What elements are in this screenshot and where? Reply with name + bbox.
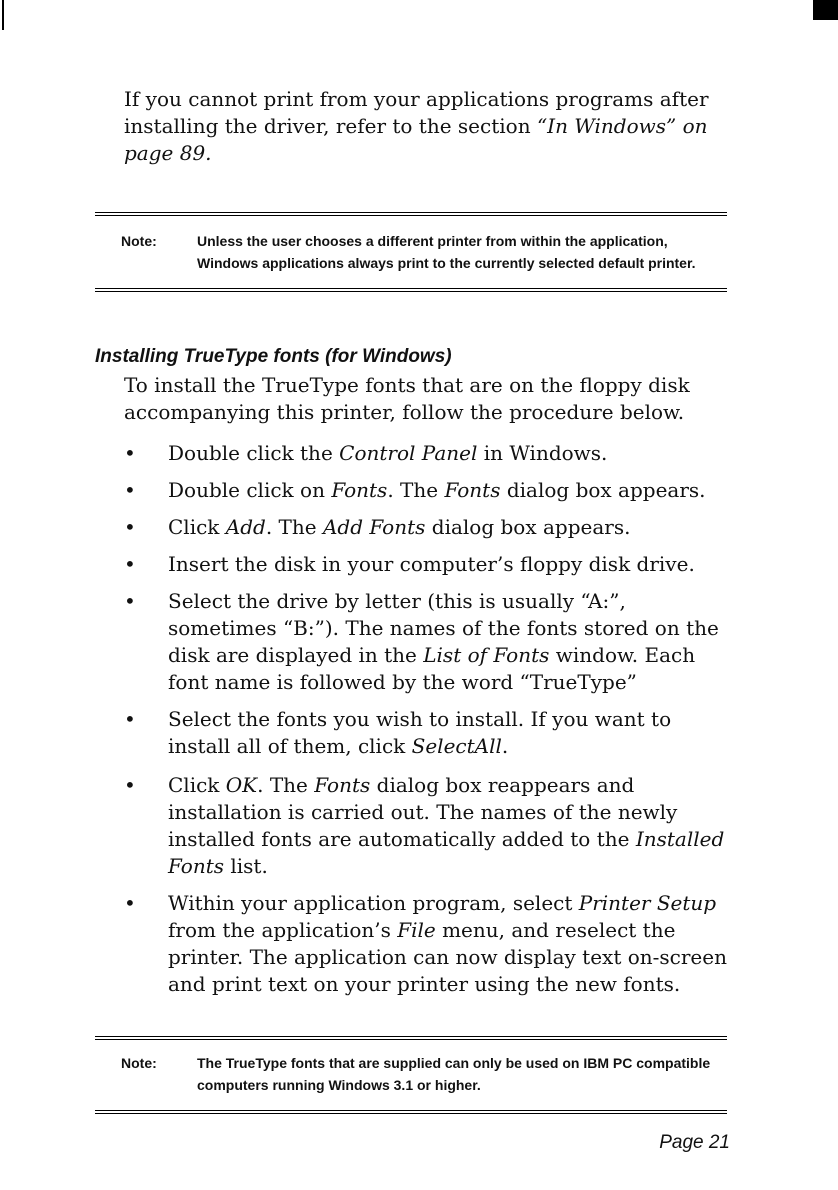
step-emphasis: Fonts — [444, 478, 501, 502]
step-text: Click — [168, 773, 226, 797]
section-intro: To install the TrueType fonts that are on the floppy disk accompanying this printer, follow the procedure below. — [124, 373, 690, 424]
step-text: . The — [387, 478, 445, 502]
note-box-truetype-compatibility — [95, 1036, 727, 1114]
step-text: . The — [257, 773, 315, 797]
step-text: dialog box appears. — [500, 478, 706, 502]
step-text: . — [501, 734, 509, 758]
note-label: Note: — [121, 1055, 157, 1071]
page-number: Page 21 — [659, 1132, 730, 1153]
list-item — [124, 514, 734, 541]
step-emphasis: Printer Setup — [578, 891, 717, 915]
step-emphasis: Add Fonts — [322, 515, 426, 539]
bullet-icon: • — [124, 773, 136, 797]
step-text: Double click on — [168, 478, 332, 502]
note-rule-bottom — [95, 1110, 727, 1114]
step-text: Click — [168, 515, 226, 539]
bullet-icon: • — [124, 441, 136, 465]
step-emphasis: File — [397, 918, 436, 942]
step-text: window. Each font name is followed by the word “TrueType” — [168, 643, 696, 694]
step-emphasis: Installed Fonts — [168, 827, 725, 878]
step-text: Select the fonts you wish to install. If you want to install all of them, click — [168, 707, 672, 758]
note-box-default-printer — [95, 212, 727, 292]
list-item — [124, 588, 734, 696]
list-item — [124, 477, 734, 504]
step-emphasis: Control Panel — [339, 441, 478, 465]
step-text: from the application’s — [168, 918, 398, 942]
list-item — [124, 440, 734, 467]
list-item — [124, 890, 734, 998]
step-emphasis: Fonts — [314, 773, 371, 797]
intro-text: If you cannot print from your applications programs after installing the driver, refer to the section — [124, 87, 709, 138]
step-text: in Windows. — [477, 441, 608, 465]
section-heading: Installing TrueType fonts (for Windows) — [95, 346, 452, 367]
bullet-icon: • — [124, 891, 136, 915]
step-text: Double click the — [168, 441, 340, 465]
bullet-icon: • — [124, 552, 136, 576]
procedure-steps — [124, 440, 734, 998]
step-emphasis: Fonts — [331, 478, 388, 502]
step-text: dialog box reappears and installation is carried out. The names of the newly installed fonts are automatically added to the — [168, 773, 678, 851]
step-text: menu, and reselect the printer. The application can now display text on-screen and print text on your printer using the new fonts. — [168, 918, 727, 996]
list-item — [124, 772, 734, 880]
bullet-icon: • — [124, 478, 136, 502]
step-text: . The — [265, 515, 323, 539]
step-text: Select the drive by letter (this is usually “A:”, sometimes “B:”). The names of the fonts stored on the disk are displayed in the — [168, 589, 719, 667]
list-item — [124, 706, 734, 760]
bullet-icon: • — [124, 589, 136, 613]
step-emphasis: List of Fonts — [423, 643, 550, 667]
scan-edge-mark — [2, 0, 4, 30]
list-item — [124, 551, 734, 578]
note-text: The TrueType fonts that are supplied can only be used on IBM PC compatible computers running Windows 3.1 or higher. — [197, 1055, 711, 1093]
step-emphasis: Add — [225, 515, 266, 539]
intro-reference: “In Windows” on page 89. — [124, 114, 708, 165]
step-emphasis: SelectAll — [411, 734, 502, 758]
step-text: Within your application program, select — [168, 891, 579, 915]
note-text: Unless the user chooses a different printer from within the application, Windows applications always print to the currently selected default printer. — [197, 233, 696, 271]
step-text: dialog box appears. — [425, 515, 631, 539]
note-label: Note: — [121, 233, 157, 249]
note-rule-bottom — [95, 288, 727, 292]
corner-registration-mark — [813, 0, 838, 20]
intro-paragraph — [124, 86, 714, 167]
bullet-icon: • — [124, 707, 136, 731]
step-text: list. — [224, 854, 268, 878]
step-emphasis: OK — [225, 773, 258, 797]
step-text: Insert the disk in your computer’s floppy disk drive. — [168, 552, 695, 576]
bullet-icon: • — [124, 515, 136, 539]
